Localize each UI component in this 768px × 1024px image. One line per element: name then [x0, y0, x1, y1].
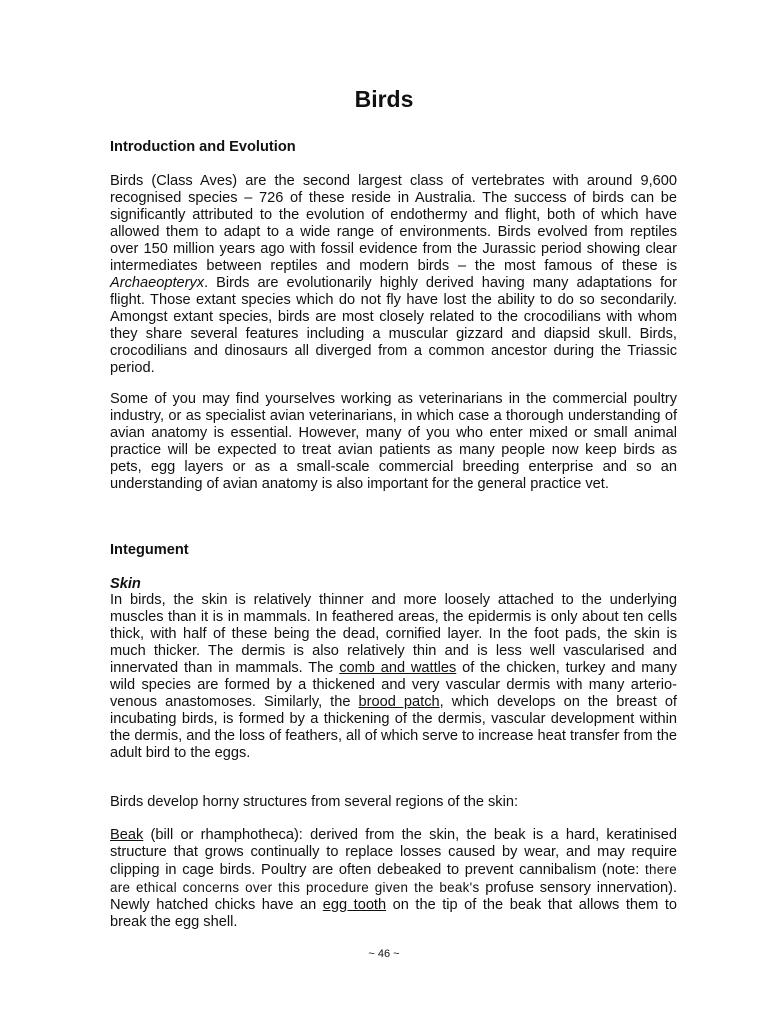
- subheading-skin: Skin: [110, 576, 141, 592]
- small-text-run: there are ethical concerns over this procedure given the beak's: [110, 862, 677, 895]
- underlined-term-comb-and-wattles: comb and wattles: [339, 660, 457, 676]
- text-run: Birds (Class Aves) are the second largest class of vertebrates with around 9,600 recognised species – 726 of these reside in Australia. The success of birds can be significantly attributed to the evolution of endothermy and flight, both of which have allowed them to adapt to a wide range of environments. Birds evolved from reptiles over 150 million years ago with fossil evidence from the Jurassic period showing clear intermediates between reptiles and modern birds – the most famous of these is: [110, 173, 677, 274]
- text-run: , which develops on the breast of incubating birds, is formed by a thickening of the dermis, vascular development within the dermis, and the loss of feathers, all of which serve to increase heat transfer from the adult bird to the eggs.: [110, 694, 678, 761]
- page-number: ~ 46 ~: [368, 948, 400, 960]
- beak-paragraph: [110, 827, 677, 931]
- underlined-term-brood-patch: brood patch: [358, 694, 440, 710]
- text-run: (bill or rhamphotheca): derived from the skin, the beak is a hard, keratinised structure that grows continually to replace losses caused by wear, and may require clipping in cage birds. Poultry are often debeaked to prevent cannibalism (note:: [110, 827, 677, 878]
- text-run: of the chicken, turkey and many wild species are formed by a thickened and very vascular dermis with many arterio-venous anastomoses. Similarly, the: [110, 660, 677, 710]
- text-run: on the tip of the beak that allows them to break the egg shell.: [110, 897, 677, 930]
- underlined-term-beak: Beak: [110, 827, 144, 843]
- italic-term-archaeopteryx: Archaeopteryx: [110, 275, 205, 291]
- skin-paragraph: [110, 592, 677, 762]
- underlined-term-egg-tooth: egg tooth: [322, 897, 387, 913]
- text-run: profuse sensory innervation). Newly hatched chicks have an: [110, 880, 678, 913]
- intro-paragraph-2: Some of you may find yourselves working as veterinarians in the commercial poultry industry, or as specialist avian veterinarians, in which case a thorough understanding of avian anatomy is essential. However, many of you who enter mixed or small animal practice will be expected to treat avian patients as many people now keep birds as pets, egg layers or as a small-scale commercial breeding enterprise and so an understanding of avian anatomy is also important for the general practice vet.: [110, 391, 677, 492]
- text-run: . Birds are evolutionarily highly derived having many adaptations for flight. Those extant species which do not fly have lost the ability to do so secondarily. Amongst extant species, birds are most closely related to the crocodilians with whom they share several features including a muscular gizzard and diapsid skull. Birds, crocodilians and dinosaurs all diverged from a common ancestor during the Triassic period.: [110, 275, 677, 376]
- section-heading-introduction: Introduction and Evolution: [110, 139, 296, 155]
- intro-paragraph-1: [110, 173, 677, 377]
- text-run: In birds, the skin is relatively thinner and more loosely attached to the underlying muscles than it is in mammals. In feathered areas, the epidermis is only about ten cells thick, with half of these being the dead, cornified layer. In the foot pads, the skin is much thicker. The dermis is also relatively thin and is less well vascularised and innervated than in mammals. The: [110, 592, 677, 676]
- page-title: Birds: [354, 86, 414, 112]
- section-heading-integument: Integument: [110, 542, 189, 558]
- horny-structures-paragraph: Birds develop horny structures from several regions of the skin:: [110, 794, 518, 810]
